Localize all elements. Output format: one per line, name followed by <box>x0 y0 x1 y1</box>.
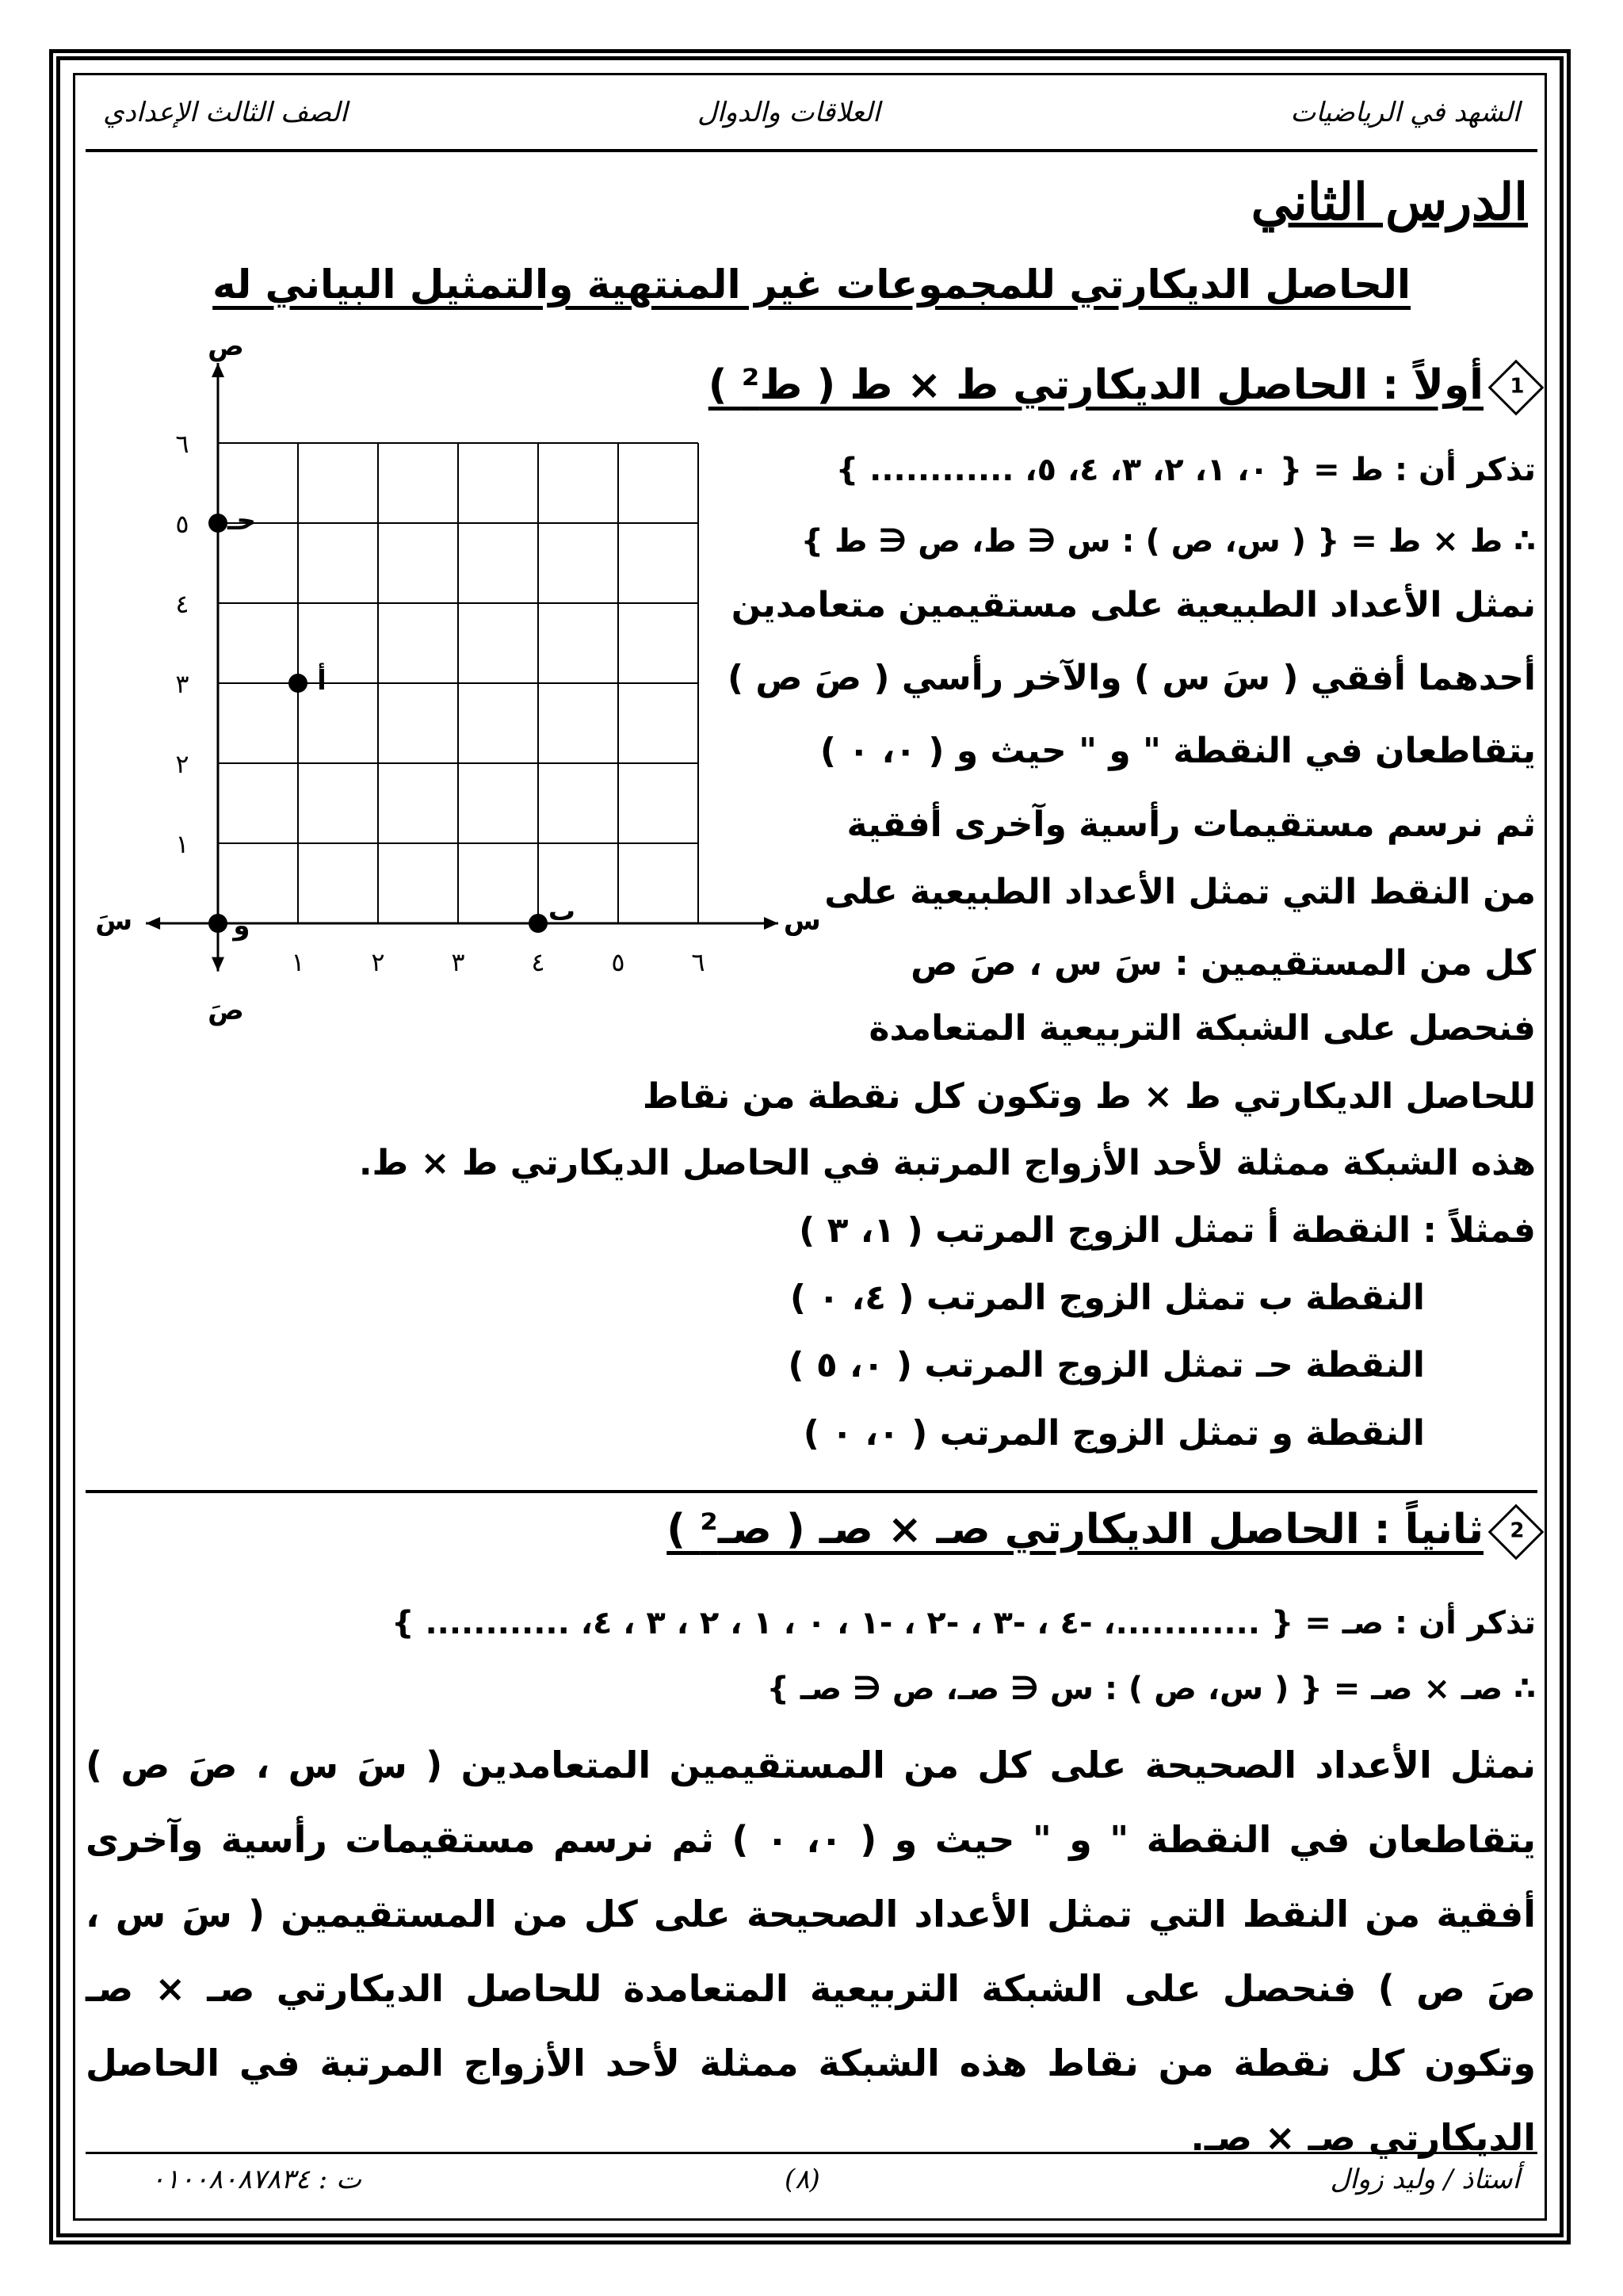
s1-line-1: تذكر أن : ط = { ٠، ١، ٢، ٣، ٤، ٥، ............ } <box>835 452 1536 488</box>
y-axis-arrow-icon <box>212 363 224 377</box>
x-tick-label: ١ <box>291 947 305 977</box>
s1-line-4: أحدهما أفقي ( سَ س ) والآخر رأسي ( صَ ص ) <box>727 658 1536 698</box>
s2-line-2: ∴ صـ × صـ = { ( س، ص ) : س ∈ صـ، ص ∈ صـ } <box>766 1671 1536 1707</box>
lesson-title: الحاصل الديكارتي للمجموعات غير المنتهية والتمثيل البياني له <box>212 262 1411 308</box>
x-tick-label: ٦ <box>691 947 705 977</box>
s1-line-7: من النقط التي تمثل الأعداد الطبيعية على <box>824 872 1536 912</box>
footer-phone: ت : ٠١٠٠٨٠٨٧٨٣٤ <box>151 2164 361 2195</box>
graph-point <box>288 674 307 693</box>
s1-line-2: ∴ ط × ط = { ( س، ص ) : س ∈ ط، ص ∈ ط } <box>800 523 1536 560</box>
footer-page-number: (٨) <box>785 2164 820 2195</box>
x-neg-axis-label: سَ <box>95 905 133 937</box>
s1-line-12: فمثلاً : النقطة أ تمثل الزوج المرتب ( ١، ٣ ) <box>799 1210 1536 1251</box>
graph-point <box>208 514 227 533</box>
footer-teacher: أستاذ / وليد زوال <box>1330 2164 1520 2195</box>
x-tick-label: ٣ <box>451 947 465 977</box>
y-tick-label: ٦ <box>175 429 189 459</box>
y-tick-label: ٣ <box>175 669 189 699</box>
y-neg-axis-label: صَ <box>208 995 244 1027</box>
x-neg-axis-arrow-icon <box>146 917 160 930</box>
s1-line-5: يتقاطعان في النقطة " و " حيث و ( ٠، ٠ ) <box>819 731 1536 771</box>
s2-paragraph: نمثل الأعداد الصحيحة على كل من المستقيمين المتعامدين ( سَ س ، صَ ص ) يتقاطعان في النقطة " و " حيث و ( ٠، ٠ ) ثم نرسم مستقيمات رأسية وآخرى أفقية من النقط التي تمثل الأعداد الصحيحة على كل من المستقيمين ( سَ س ، صَ ص ) فنحصل على الشبكة التربيعية المتعامدة للحاصل الديكارتي صـ × صـ وتكون كل نقطة من نقاط هذه الشبكة ممثلة لأحد الأزواج المرتبة في الحاصل الديكارتي صـ × صـ. <box>86 1744 1536 2159</box>
s1-line-9: فنحصل على الشبكة التربيعية المتعامدة <box>869 1008 1536 1049</box>
s1-line-11: هذه الشبكة ممثلة لأحد الأزواج المرتبة في الحاصل الديكارتي ط × ط. <box>358 1143 1536 1183</box>
y-tick-label: ٥ <box>175 509 189 539</box>
x-tick-label: ٥ <box>611 947 625 977</box>
y-axis-label: ص <box>208 330 244 362</box>
lesson-label: الدرس الثاني <box>1251 173 1528 232</box>
section1-heading-text: أولاً : الحاصل الديكارتي ط × ط ( ط² ) <box>708 361 1484 409</box>
y-tick-label: ١ <box>175 829 189 859</box>
header-grade: الصف الثالث الإعدادي <box>103 97 348 128</box>
s1-line-3: نمثل الأعداد الطبيعية على مستقيمين متعامدين <box>731 585 1536 625</box>
header-book-title: الشهد في الرياضيات <box>1290 97 1520 128</box>
s1-line-14: النقطة حـ تمثل الزوج المرتب ( ٠، ٥ ) <box>788 1345 1425 1385</box>
s2-line-1: تذكر أن : صـ = { ............، -٤ ، -٣ ، -٢ ، -١ ، ٠ ، ١ ، ٢ ، ٣ ، ٤، ............ } <box>391 1605 1536 1641</box>
graph-point-label: ب <box>548 896 576 927</box>
header-divider <box>86 149 1537 152</box>
graph-point <box>529 914 548 933</box>
graph-point-label: حـ <box>227 505 257 537</box>
section-divider <box>86 1490 1537 1493</box>
s1-line-10: للحاصل الديكارتي ط × ط وتكون كل نقطة من نقاط <box>642 1076 1536 1117</box>
graph-point-label: أ <box>317 665 327 697</box>
y-tick-label: ٤ <box>175 589 189 619</box>
section2-heading-text: ثانياً : الحاصل الديكارتي صـ × صـ ( صـ² ) <box>666 1506 1484 1553</box>
x-tick-label: ٢ <box>371 947 385 977</box>
footer-divider <box>86 2152 1537 2154</box>
section2-heading <box>666 1506 1536 1553</box>
s1-line-6: ثم نرسم مستقيمات رأسية وآخرى أفقية <box>846 804 1536 845</box>
graph-point-label: و <box>233 910 250 942</box>
y-tick-label: ٢ <box>175 749 189 779</box>
section-box-icon: 1 <box>1488 360 1545 416</box>
s1-line-15: النقطة و تمثل الزوج المرتب ( ٠، ٠ ) <box>803 1413 1425 1454</box>
graph-point <box>208 914 227 933</box>
x-axis-arrow-icon <box>764 917 778 930</box>
section-box-icon: 2 <box>1488 1504 1545 1561</box>
x-axis-label: س <box>783 905 821 937</box>
x-tick-label: ٤ <box>531 947 545 977</box>
section1-heading <box>708 361 1536 409</box>
y-neg-axis-arrow-icon <box>212 957 224 972</box>
header-unit-title: العلاقات والدوال <box>697 97 880 128</box>
cartesian-graph <box>95 330 821 1062</box>
s1-line-13: النقطة ب تمثل الزوج المرتب ( ٤، ٠ ) <box>789 1278 1425 1318</box>
s1-line-8: كل من المستقيمين : سَ س ، صَ ص <box>911 943 1536 984</box>
